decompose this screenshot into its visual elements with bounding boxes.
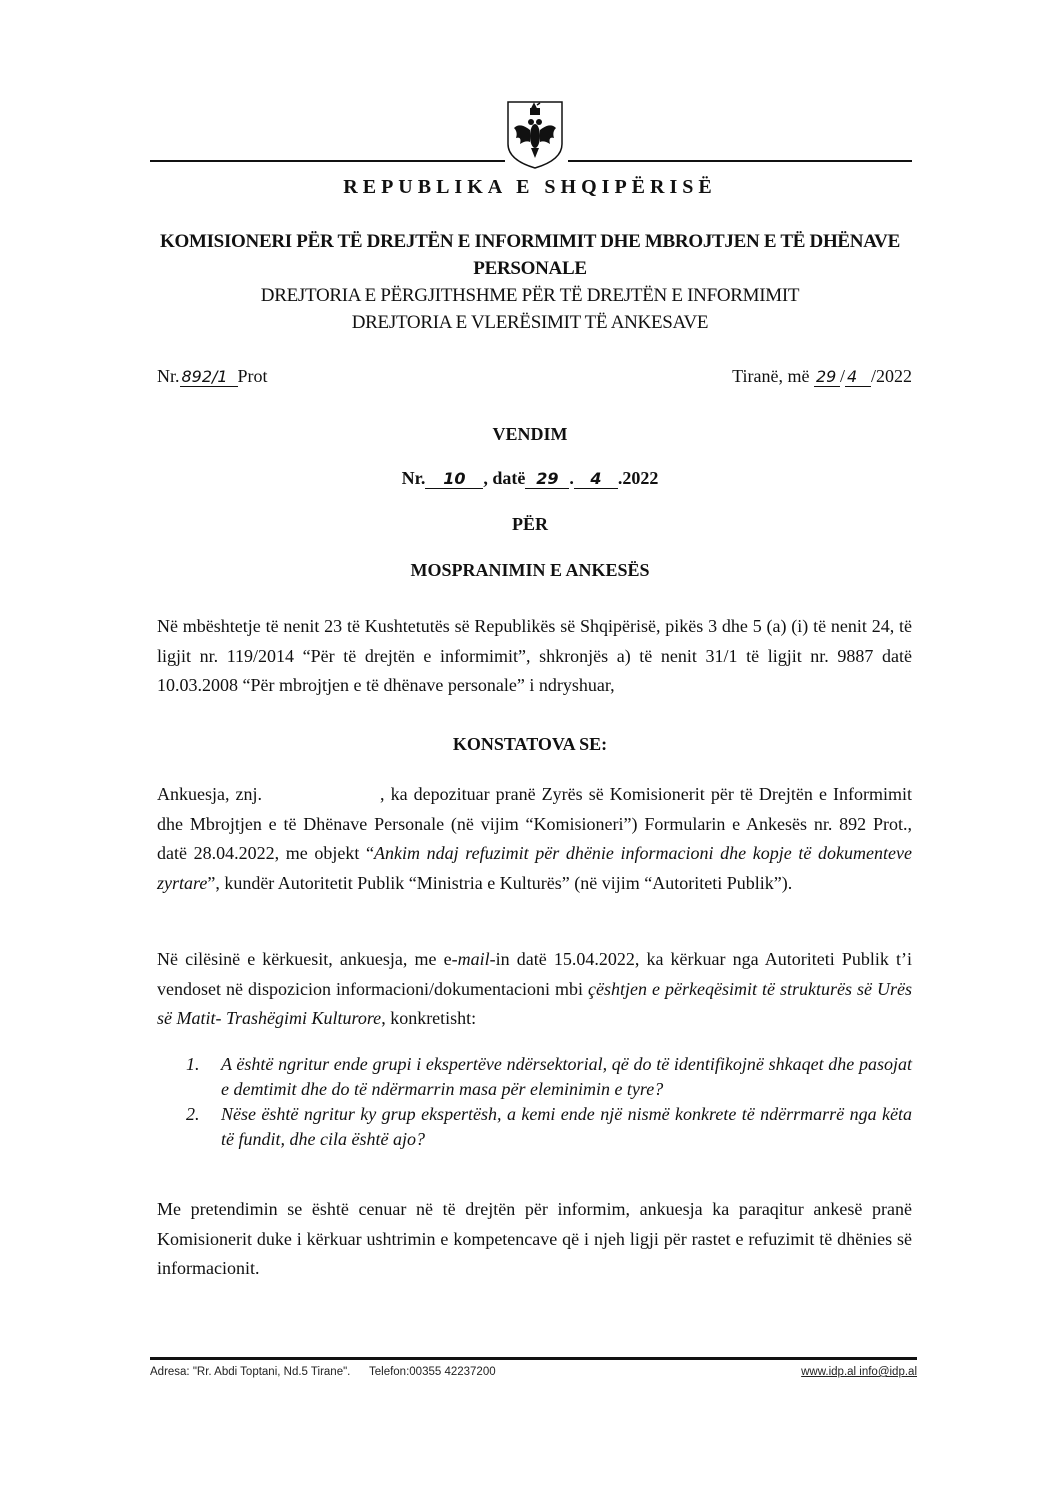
findings-heading: KONSTATOVA SE: xyxy=(452,734,608,754)
footer-phone: Telefon:00355 42237200 xyxy=(369,1366,496,1378)
protocol-nr-value: 892/1 xyxy=(180,367,238,387)
request-paragraph xyxy=(157,945,912,1034)
decision-number-line: Nr. 10 , datë 29 . 4 .2022 xyxy=(401,468,659,488)
list-item-text: A është ngritur ende grupi i ekspertëve ndërsektorial, që do të identifikojnë shkaqet dhe pasojat e demtimit dhe do të ndërmarrin masa për eleminimin e tyre? xyxy=(221,1054,912,1099)
list-item xyxy=(186,1052,912,1102)
directorate-general-heading: DREJTORIA E PËRGJITHSHME PËR TË DREJTËN E INFORMIMIT xyxy=(260,285,800,306)
decision-title: VENDIM xyxy=(492,424,568,444)
footer-web-link[interactable]: www.idp.al info@idp.al xyxy=(801,1366,917,1378)
decision-day: 29 xyxy=(525,469,569,489)
republic-heading: REPUBLIKA E SHQIPËRISË xyxy=(343,176,717,198)
list-item-text: Nëse është ngritur ky grup ekspertësh, a kemi ende një nismë konkrete të ndërrmarrë nga këta të fundit, dhe cila është ajo? xyxy=(221,1104,912,1149)
list-item-number: 1. xyxy=(186,1054,200,1074)
decision-date-label: , datë xyxy=(483,468,526,488)
protocol-nr-label: Nr. xyxy=(157,366,180,386)
protocol-number xyxy=(157,366,268,387)
protocol-day: 29 xyxy=(814,367,840,387)
header-rule-left xyxy=(150,160,505,162)
protocol-year: /2022 xyxy=(870,366,912,386)
legal-basis-paragraph: Në mbështetje të nenit 23 të Kushtetutës së Republikës së Shqipërisë, pikës 3 dhe 5 (a) (i) të nenit 24, të ligjit nr. 119/2014 “Për të drejtën e informimit”, shkronjës a) të nenit 31/1 të ligjit nr. 9887 datë 10.03.2008 “Për mbrojtjen e të dhënave personale” i ndryshuar, xyxy=(157,616,912,695)
protocol-prot-label: Prot xyxy=(237,366,268,386)
decision-year: .2022 xyxy=(617,468,659,488)
protocol-month: 4 xyxy=(845,367,871,387)
commissioner-heading: KOMISIONERI PËR TË DREJTËN E INFORMIMIT DHE MBROJTJEN E TË DHËNAVE PERSONALE xyxy=(160,231,900,279)
decision-subject: MOSPRANIMIN E ANKESËS xyxy=(410,560,650,580)
p2-start: Ankuesja, znj. xyxy=(157,784,263,804)
list-item xyxy=(186,1102,912,1152)
decision-nr-label: Nr. xyxy=(401,468,426,488)
p2-end: ”, kundër Autoritetit Publik “Ministria e Kulturës” (në vijim “Autoriteti Publik”). xyxy=(207,872,793,893)
place-label: Tiranë, më xyxy=(732,366,810,386)
complaint-paragraph xyxy=(157,780,912,898)
p3-end: , konkretisht: xyxy=(381,1008,477,1028)
decision-month: 4 xyxy=(574,469,618,489)
p3-mid: -in datë 15.04.2022, ka kërkuar nga Autoriteti Publik t’i vendoset në dispozicion informacioni/dokumentacioni mbi xyxy=(157,949,912,999)
request-subject: çështjen e përkeqësimit të strukturës së Urës së Matit- Trashëgimi Kulturore xyxy=(157,978,912,1028)
footer-rule xyxy=(150,1357,917,1360)
request-questions-list xyxy=(186,1052,912,1152)
p2-mid: , ka depozituar pranë Zyrës së Komisionerit për të Drejtën e Informimit dhe Mbrojtjen e të Dhënave Personale (në vijim “Komisioneri”) Formularin e Ankesës nr. 892 Prot., datë 28.04.2022, me objekt “ xyxy=(157,784,912,863)
complaint-object: Ankim ndaj refuzimit për dhënie informacioni dhe kopje të dokumenteve zyrtare xyxy=(157,843,913,893)
header-rule-right xyxy=(568,160,912,162)
decision-per: PËR xyxy=(512,514,548,534)
claim-paragraph: Me pretendimin se është cenuar në të drejtën për informim, ankuesja ka paraqitur ankesë pranë Komisionerit duke i kërkuar ushtrimin e kompetencave që i njeh ligji për rastet e refuzimit të dhënies së informacionit. xyxy=(157,1199,912,1278)
p3-italic-mail: mail xyxy=(457,949,490,969)
footer-address: Adresa: "Rr. Abdi Toptani, Nd.5 Tirane". xyxy=(150,1366,351,1378)
decision-nr-value: 10 xyxy=(425,469,483,489)
protocol-date: Tiranë, më 29 / 4 /2022 xyxy=(732,366,912,386)
coat-of-arms-icon xyxy=(506,100,564,170)
list-item-number: 2. xyxy=(186,1104,200,1124)
p3-start: Në cilësinë e kërkuesit, ankuesja, me e- xyxy=(157,949,458,969)
directorate-heading: DREJTORIA E VLERËSIMIT TË ANKESAVE xyxy=(351,312,709,333)
